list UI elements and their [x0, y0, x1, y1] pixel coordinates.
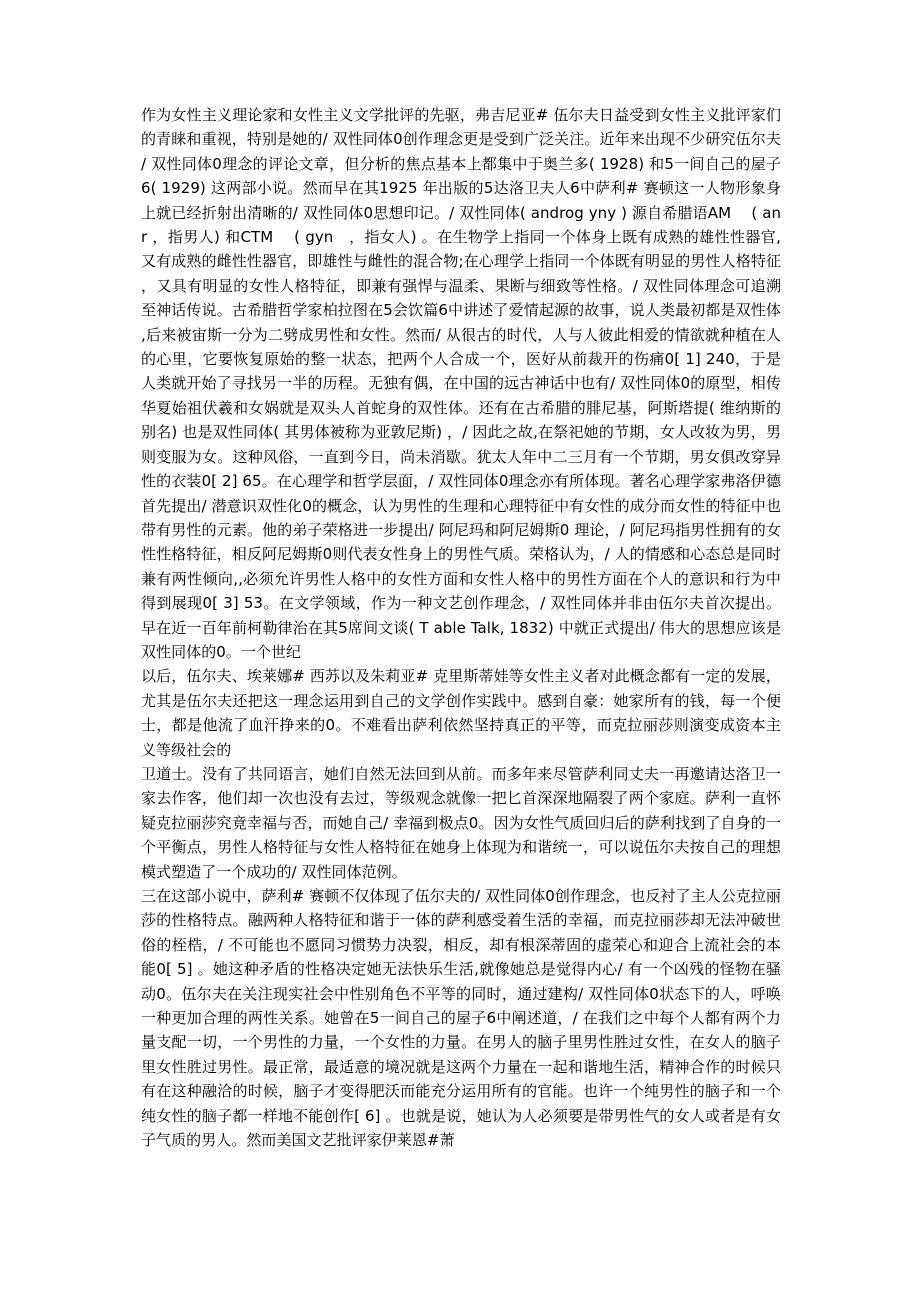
paragraph-1: 作为女性主义理论家和女性主义文学批评的先驱，弗吉尼亚# 伍尔夫日益受到女性主义批评家们的青睐和重视，特别是她的/ 双性同体0创作理念更是受到广泛关注。近年来出现不少研究伍尔夫/ 双性同体0理念的评论文章，但分析的焦点基本上都集中于奥兰多( 1928) 和5一间自己的屋子6( 1929) 这两部小说。然而早在其1925 年出版的5达洛卫夫人6中萨利# 赛顿这一人物形象身上就已经折射出清晰的/ 双性同体0思想印记。/ 双性同体( androg yny ) 源自希腊语AM ( an r ，指男人) 和CTM ( gyn ，指女人) 。在生物学上指同一个体身上既有成熟的雄性性器官,又有成熟的雌性性器官，即雄性与雌性的混合物;在心理学上指同一个体既有明显的男性人格特征，又具有明显的女性人格特征，即兼有强悍与温柔、果断与细致等性格。/ 双性同体理念可追溯至神话传说。古希腊哲学家柏拉图在5会饮篇6中讲述了爱情起源的故事，说人类最初都是双性体,后来被宙斯一分为二劈成男性和女性。然而/ 从很古的时代，人与人彼此相爱的情欲就种植在人的心里，它要恢复原始的整一状态，把两个人合成一个，医好从前裁开的伤痛0[ 1] 240，于是人类就开始了寻找另一半的历程。无独有偶，在中国的远古神话中也有/ 双性同体0的原型，相传华夏始祖伏羲和女娲就是双头人首蛇身的双性体。还有在古希腊的腓尼基，阿斯塔提( 维纳斯的别名) 也是双性同体( 其男体被称为亚敦尼斯) ，/ 因此之故,在祭祀她的节期，女人改妆为男，男则变服为女。这种风俗，一直到今日，尚未消歇。犹太人年中二三月有一个节期，男女俱改穿异性的衣装0[ 2] 65。在心理学和哲学层面，/ 双性同体0理念亦有所体现。著名心理学家弗洛伊德首先提出/ 潜意识双性化0的概念，认为男性的生理和心理特征中有女性的成分而女性的特征中也带有男性的元素。他的弟子荣格进一步提出/ 阿尼玛和阿尼姆斯0 理论，/ 阿尼玛指男性拥有的女性性格特征，相反阿尼姆斯0则代表女性身上的男性气质。荣格认为，/ 人的情感和心态总是同时兼有两性倾向,,必须允许男性人格中的女性方面和女性人格中的男性方面在个人的意识和行为中得到展现0[ 3] 53。在文学领域，作为一种文艺创作理念，/ 双性同体并非由伍尔夫首次提出。早在近一百年前柯勒律治在其5席间文谈( T able Talk, 1832) 中就正式提出/ 伟大的思想应该是双性同体的0。一个世纪 [141, 106, 797, 661]
paragraph-2: 以后，伍尔夫、埃莱娜# 西苏以及朱莉亚# 克里斯蒂娃等女性主义者对此概念都有一定的发展，尤其是伍尔夫还把这一理念运用到自己的文学创作实践中。感到自豪：她家所有的钱，每一个便士，都是他流了血汗挣来的0。不难看出萨利依然坚持真正的平等，而克拉丽莎则演变成资本主义等级社会的 [141, 667, 781, 759]
document-page [141, 103, 797, 1152]
paragraph-4: 三在这部小说中，萨利# 赛顿不仅体现了伍尔夫的/ 双性同体0创作理念，也反衬了主人公克拉丽莎的性格特点。融两种人格特征和谐于一体的萨利感受着生活的幸福，而克拉丽莎却无法冲破世俗的桎梏，/ 不可能也不愿同习惯势力决裂，相反，却有根深蒂固的虚荣心和迎合上流社会的本能0[ 5] 。她这种矛盾的性格决定她无法快乐生活,就像她总是觉得内心/ 有一个凶残的怪物在骚动0。伍尔夫在关注现实社会中性别角色不平等的同时，通过建构/ 双性同体0状态下的人，呼唤一种更加合理的两性关系。她曾在5一间自己的屋子6中阐述道，/ 在我们之中每个人都有两个力量支配一切，一个男性的力量，一个女性的力量。在男人的脑子里男性胜过女性，在女人的脑子里女性胜过男性。最正常，最适意的境况就是这两个力量在一起和谐地生活，精神合作的时候只有在这种融洽的时候，脑子才变得肥沃而能充分运用所有的官能。也许一个纯男性的脑子和一个纯女性的脑子都一样地不能创作[ 6] 。也就是说，她认为人必须要是带男性气的女人或者是有女子气质的男人。然而美国文艺批评家伊莱恩#萧 [141, 887, 781, 1150]
paragraph-3: 卫道士。没有了共同语言，她们自然无法回到从前。而多年来尽管萨利同丈夫一再邀请达洛卫一家去作客，他们却一次也没有去过，等级观念就像一把匕首深深地隔裂了两个家庭。萨利一直怀疑克拉丽莎究竟幸福与否，而她自己/ 幸福到极点0。因为女性气质回归后的萨利找到了自身的一个平衡点，男性人格特征与女性人格特征在她身上体现为和谐统一，可以说伍尔夫按自己的理想模式塑造了一个成功的/ 双性同体范例。 [141, 764, 781, 881]
